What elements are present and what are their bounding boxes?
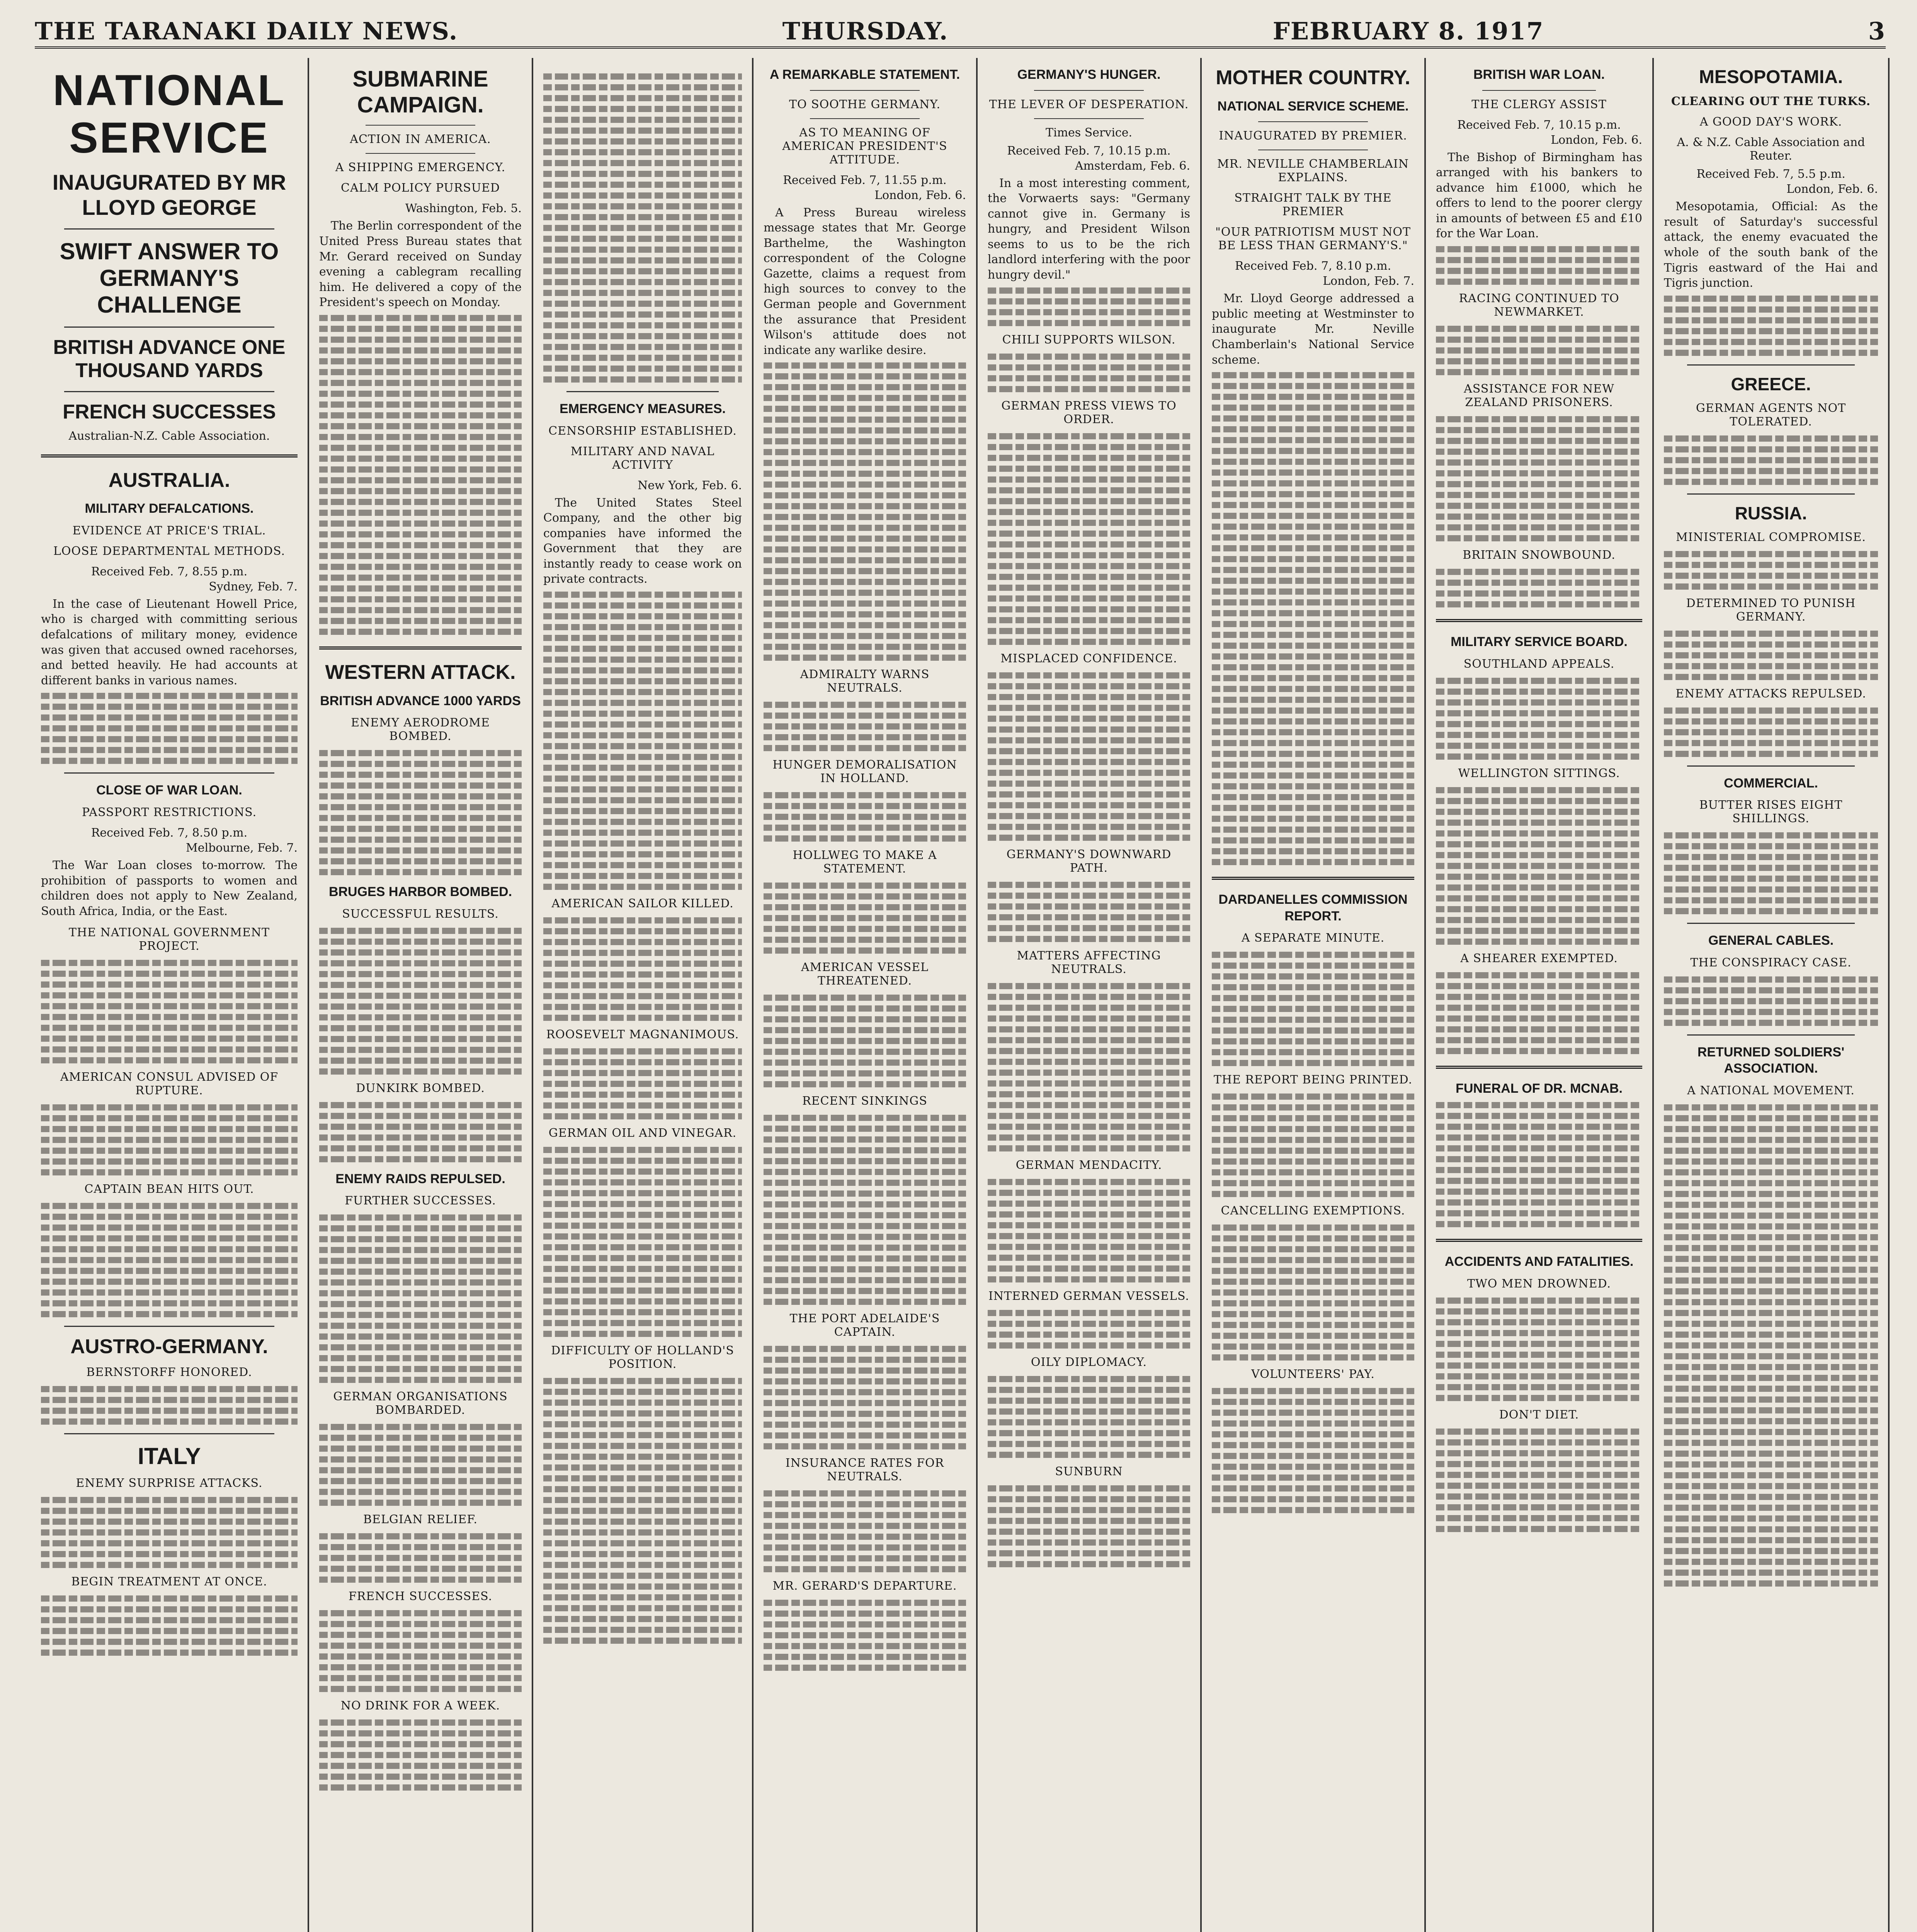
divider <box>1687 493 1855 495</box>
further-subhead: FURTHER SUCCESSES. <box>345 1194 496 1208</box>
article-text-block <box>1664 435 1878 485</box>
cable-credit: A. & N.Z. Cable Association and Reuter. <box>1677 136 1865 163</box>
turks-subhead: CLEARING OUT THE TURKS. <box>1671 95 1871 109</box>
drowned-subhead: TWO MEN DROWNED. <box>1467 1277 1611 1291</box>
column-6 <box>1202 58 1426 1932</box>
article-text-block <box>319 1424 522 1506</box>
accidents-heading: ACCIDENTS AND FATALITIES. <box>1444 1254 1634 1269</box>
greece-heading: GREECE. <box>1731 374 1811 394</box>
vessel-subhead: AMERICAN VESSEL THREATENED. <box>801 961 929 988</box>
article-text-block <box>988 983 1190 1151</box>
divider <box>319 646 522 650</box>
italy-heading: ITALY <box>138 1443 201 1469</box>
neutrals-subhead: MATTERS AFFECTING NEUTRALS. <box>1017 949 1161 976</box>
censorship-subhead: CENSORSHIP ESTABLISHED. <box>548 424 737 438</box>
article-text-block <box>543 1048 742 1119</box>
article-text-block <box>1436 569 1642 607</box>
downward-subhead: GERMANY'S DOWNWARD PATH. <box>1006 847 1172 875</box>
defalcations-heading: MILITARY DEFALCATIONS. <box>85 501 254 516</box>
divider <box>1482 90 1596 91</box>
article-text-block <box>319 750 522 875</box>
article-text-block <box>1436 246 1642 285</box>
paper-name: THE TARANAKI DAILY NEWS. <box>35 17 458 45</box>
misplaced-subhead: MISPLACED CONFIDENCE. <box>1000 651 1177 665</box>
article-text-block <box>988 672 1190 841</box>
received-line: Received Feb. 7, 8.55 p.m. <box>91 565 248 578</box>
article-text-block <box>1436 678 1642 760</box>
article-text-block <box>764 1600 966 1671</box>
column-1 <box>31 58 309 1932</box>
article-text-block <box>988 882 1190 942</box>
divider <box>366 153 475 154</box>
southland-subhead: SOUTHLAND APPEALS. <box>1463 657 1615 671</box>
holland-subhead: DIFFICULTY OF HOLLAND'S POSITION. <box>551 1344 734 1371</box>
divider <box>1436 1066 1642 1069</box>
conspiracy-subhead: THE CONSPIRACY CASE. <box>1690 956 1852 969</box>
article-text-block <box>319 1102 522 1162</box>
divider <box>64 327 274 328</box>
admiralty-subhead: ADMIRALTY WARNS NEUTRALS. <box>800 668 930 695</box>
dunkirk-subhead: DUNKIRK BOMBED. <box>356 1081 485 1095</box>
article-text-block <box>764 1115 966 1305</box>
divider <box>1687 364 1855 366</box>
roosevelt-subhead: ROOSEVELT MAGNANIMOUS. <box>546 1028 739 1042</box>
clergy-subhead: THE CLERGY ASSIST <box>1471 97 1607 111</box>
exemptions-subhead: CANCELLING EXEMPTIONS. <box>1221 1204 1405 1218</box>
dateline-place: Amsterdam, Feb. 6. <box>1075 159 1190 173</box>
article-text-block <box>988 1376 1190 1458</box>
press-views-subhead: GERMAN PRESS VIEWS TO ORDER. <box>1001 399 1177 426</box>
article-text-block <box>1664 707 1878 757</box>
column-4 <box>754 58 978 1932</box>
war-loan-heading: CLOSE OF WAR LOAN. <box>96 783 242 798</box>
article-text: Mr. Lloyd George addressed a public meeting at Westminster to inaugurate Mr. Neville Chamberlain's National Service scheme. <box>1212 292 1414 367</box>
article-text-block <box>1664 1104 1878 1587</box>
advert-text <box>988 1485 1190 1567</box>
french-subhead: FRENCH SUCCESSES. <box>348 1590 493 1604</box>
column-8 <box>1654 58 1890 1932</box>
article-text-block <box>319 315 522 635</box>
article-text-block <box>764 1490 966 1572</box>
column-2 <box>309 58 533 1932</box>
movement-subhead: A NATIONAL MOVEMENT. <box>1687 1083 1855 1097</box>
article-text: The Berlin correspondent of the United Press Bureau states that Mr. Gerard received on Sunday evening a cablegram recalling him. He delivered a copy of the President's speech on Monday. <box>319 219 522 310</box>
oily-subhead: OILY DIPLOMACY. <box>1031 1355 1147 1369</box>
insurance-subhead: INSURANCE RATES FOR NEUTRALS. <box>785 1456 944 1484</box>
article-text-block <box>1436 972 1642 1054</box>
aerodrome-subhead: ENEMY AERODROME BOMBED. <box>351 716 490 743</box>
hunger-holland-subhead: HUNGER DEMORALISATION IN HOLLAND. <box>772 758 957 786</box>
article-text: In the case of Lieutenant Howell Price, who is charged with committing serious defalcations of military money, evidence was given that accused owned racehorses, and betted heavily. He had accounts at different banks in various names. <box>41 597 298 687</box>
swift-answer-headline: SWIFT ANSWER TO GERMANY'S CHALLENGE <box>60 238 279 318</box>
divider <box>810 90 920 91</box>
article-text-block <box>543 1147 742 1337</box>
determined-subhead: DETERMINED TO PUNISH GERMANY. <box>1686 596 1856 624</box>
inaugurated-headline: INAUGURATED BY MR LLOYD GEORGE <box>52 170 286 219</box>
advert-text <box>1436 1429 1642 1532</box>
article-text-block <box>764 995 966 1087</box>
hunger-heading: GERMANY'S HUNGER. <box>1017 67 1161 82</box>
meaning-subhead: AS TO MEANING OF AMERICAN PRESIDENT'S ATTITUDE. <box>782 126 947 167</box>
article-text: The United States Steel Company, and the other big companies have informed the Government that they are instantly ready to cease work on private contracts. <box>543 496 742 586</box>
article-text-block <box>764 702 966 751</box>
volunteers-subhead: VOLUNTEERS' PAY. <box>1251 1367 1375 1381</box>
dateline-place: London, Feb. 6. <box>874 188 966 202</box>
article-text-block <box>41 1104 298 1175</box>
article-text-block <box>319 1610 522 1692</box>
article-text-block <box>1436 787 1642 945</box>
page-number: 3 <box>1868 17 1886 45</box>
dateline-place: New York, Feb. 6. <box>638 478 742 492</box>
article-text-block <box>319 1214 522 1383</box>
divider <box>1687 1034 1855 1036</box>
captain-subhead: THE PORT ADELAIDE'S CAPTAIN. <box>789 1312 940 1339</box>
divider <box>810 118 920 119</box>
scheme-heading: NATIONAL SERVICE SCHEME. <box>1217 99 1409 114</box>
masthead <box>35 15 1886 49</box>
article-text-block <box>988 433 1190 645</box>
premier-subhead: INAUGURATED BY PREMIER. <box>1219 129 1407 143</box>
article-text-block <box>41 1386 298 1425</box>
article-text-block <box>319 928 522 1075</box>
article-text: Mesopotamia, Official: As the result of Saturday's successful attack, the enemy evacuated the whole of the south bank of the Tigris eastward of the Hai and Tigris junction. <box>1664 200 1878 290</box>
oil-subhead: GERMAN OIL AND VINEGAR. <box>548 1126 737 1140</box>
remarkable-heading: A REMARKABLE STATEMENT. <box>769 67 960 82</box>
article-text-block <box>319 1533 522 1583</box>
service-credit: Times Service. <box>1045 126 1133 139</box>
divider <box>1034 90 1144 91</box>
article-text-block <box>41 1497 298 1568</box>
article-text: The Bishop of Birmingham has arranged with his bankers to advance him £1000, which he offers to lend to the poorer clergy in amounts of between £5 and £10 for the War Loan. <box>1436 150 1642 241</box>
divider <box>1258 121 1368 122</box>
surprise-subhead: ENEMY SURPRISE ATTACKS. <box>76 1476 263 1490</box>
received-line: Received Feb. 7, 5.5 p.m. <box>1696 167 1846 181</box>
article-text-block <box>1664 631 1878 680</box>
article-text-block <box>1212 1225 1414 1361</box>
patriotism-subhead: "OUR PATRIOTISM MUST NOT BE LESS THAN GERMANY'S." <box>1215 225 1411 253</box>
sailor-subhead: AMERICAN SAILOR KILLED. <box>551 897 734 911</box>
dateline-place: Washington, Feb. 5. <box>405 202 522 216</box>
austro-germany-heading: AUSTRO-GERMANY. <box>70 1335 268 1358</box>
article-text-block <box>543 592 742 890</box>
results-subhead: SUCCESSFUL RESULTS. <box>342 907 499 921</box>
divider <box>566 391 719 392</box>
article-text-block <box>1212 1388 1414 1513</box>
advert-heading: DON'T DIET. <box>1499 1408 1579 1422</box>
article-text-block <box>543 73 742 383</box>
divider <box>1212 877 1414 880</box>
divider <box>64 772 274 774</box>
butter-subhead: BUTTER RISES EIGHT SHILLINGS. <box>1699 798 1843 826</box>
divider <box>64 228 274 230</box>
dateline-place: London, Feb. 6. <box>1551 133 1642 147</box>
divider <box>1436 619 1642 622</box>
advance-heading: BRITISH ADVANCE 1000 YARDS <box>320 693 521 708</box>
consul-subhead: AMERICAN CONSUL ADVISED OF RUPTURE. <box>60 1070 279 1098</box>
article-text-block <box>1212 372 1414 865</box>
snowbound-subhead: BRITAIN SNOWBOUND. <box>1463 548 1616 562</box>
french-successes-headline: FRENCH SUCCESSES <box>63 400 276 423</box>
funeral-heading: FUNERAL OF DR. MCNAB. <box>1456 1081 1623 1096</box>
article-text-block <box>1436 1102 1642 1227</box>
article-text: A Press Bureau wireless message states that Mr. George Barthelme, the Washington correspondent of the Cologne Gazette, claims a request from high sources to convey to the German people and Government the assurance that President Wilson's attitude does not indicate any warlike desire. <box>764 206 966 357</box>
loose-subhead: LOOSE DEPARTMENTAL METHODS. <box>53 544 286 558</box>
divider <box>1436 1239 1642 1242</box>
column-7 <box>1426 58 1654 1932</box>
gerard-subhead: MR. GERARD'S DEPARTURE. <box>772 1579 957 1593</box>
masthead-day: THURSDAY. <box>782 17 949 45</box>
prisoners-subhead: ASSISTANCE FOR NEW ZEALAND PRISONERS. <box>1464 382 1614 410</box>
divider <box>366 125 475 126</box>
activity-subhead: MILITARY AND NAVAL ACTIVITY <box>570 444 715 472</box>
article-text-block <box>988 287 1190 326</box>
racing-subhead: RACING CONTINUED TO NEWMARKET. <box>1459 292 1619 319</box>
divider <box>1687 765 1855 767</box>
sinkings-subhead: RECENT SINKINGS <box>802 1094 927 1108</box>
evidence-subhead: EVIDENCE AT PRICE'S TRIAL. <box>72 524 266 537</box>
article-text-block <box>1664 976 1878 1026</box>
shearer-subhead: A SHEARER EXEMPTED. <box>1460 951 1618 965</box>
received-line: Received Feb. 7, 8.50 p.m. <box>91 826 248 840</box>
emergency-heading: EMERGENCY MEASURES. <box>559 401 726 416</box>
cables-heading: GENERAL CABLES. <box>1708 933 1834 948</box>
article-text-block <box>1436 416 1642 541</box>
article-text-block <box>988 1310 1190 1349</box>
article-text-block <box>764 792 966 842</box>
dateline-place: Melbourne, Feb. 7. <box>186 841 298 855</box>
dateline-place: London, Feb. 6. <box>1786 182 1878 196</box>
article-text-block <box>988 354 1190 392</box>
msb-heading: MILITARY SERVICE BOARD. <box>1451 634 1628 650</box>
article-text-block <box>1436 1298 1642 1401</box>
divider <box>1687 923 1855 924</box>
mesopotamia-headline: MESOPOTAMIA. <box>1699 67 1843 87</box>
article-text-block <box>1664 551 1878 590</box>
returned-heading: RETURNED SOLDIERS' ASSOCIATION. <box>1697 1044 1845 1076</box>
wellington-subhead: WELLINGTON SITTINGS. <box>1458 766 1620 780</box>
british-advance-headline: BRITISH ADVANCE ONE THOUSAND YARDS <box>53 336 286 382</box>
article-text-block <box>988 1179 1190 1282</box>
received-line: Received Feb. 7, 8.10 p.m. <box>1235 259 1391 273</box>
article-text-block <box>1664 296 1878 356</box>
article-text-block <box>543 1378 742 1644</box>
soothe-subhead: TO SOOTHE GERMANY. <box>789 97 941 111</box>
printed-subhead: THE REPORT BEING PRINTED. <box>1213 1073 1413 1087</box>
article-text-block <box>1436 326 1642 375</box>
compromise-subhead: MINISTERIAL COMPROMISE. <box>1676 530 1866 544</box>
received-line: Received Feb. 7, 10.15 p.m. <box>1007 144 1171 158</box>
cable-credit: Australian-N.Z. Cable Association. <box>68 429 270 443</box>
mother-country-headline: MOTHER COUNTRY. <box>1216 66 1410 89</box>
dardanelles-heading: DARDANELLES COMMISSION REPORT. <box>1218 892 1408 923</box>
commercial-heading: COMMERCIAL. <box>1724 776 1818 791</box>
shipping-subhead: A SHIPPING EMERGENCY. <box>335 161 506 175</box>
passport-subhead: PASSPORT RESTRICTIONS. <box>82 805 257 819</box>
government-project-subhead: THE NATIONAL GOVERNMENT PROJECT. <box>68 926 270 953</box>
masthead-date: FEBRUARY 8. 1917 <box>1272 17 1544 45</box>
dateline-place: Sydney, Feb. 7. <box>209 580 298 594</box>
article-text: The War Loan closes to-morrow. The prohibition of passports to women and children does not apply to New Zealand, South Africa, India, or the East. <box>41 858 298 918</box>
good-day-subhead: A GOOD DAY'S WORK. <box>1699 115 1842 129</box>
article-text-block <box>543 917 742 1021</box>
divider <box>64 391 274 392</box>
column-5 <box>978 58 1202 1932</box>
article-text-block <box>764 1346 966 1449</box>
divider <box>1034 118 1144 119</box>
article-text-block <box>1664 832 1878 914</box>
divider <box>41 454 298 457</box>
article-text-block <box>1212 952 1414 1066</box>
chili-subhead: CHILI SUPPORTS WILSON. <box>1002 333 1176 347</box>
advert-text <box>319 1719 522 1791</box>
organisations-subhead: GERMAN ORGANISATIONS BOMBARDED. <box>333 1390 508 1417</box>
lever-subhead: THE LEVER OF DESPERATION. <box>989 97 1189 111</box>
western-attack-heading: WESTERN ATTACK. <box>325 661 516 684</box>
advert-heading: BEGIN TREATMENT AT ONCE. <box>71 1575 267 1589</box>
article-text-block <box>764 362 966 661</box>
raids-heading: ENEMY RAIDS REPULSED. <box>335 1171 505 1186</box>
interned-subhead: INTERNED GERMAN VESSELS. <box>988 1289 1189 1303</box>
national-service-headline: NATIONAL SERVICE <box>53 66 286 162</box>
mendacity-subhead: GERMAN MENDACITY. <box>1015 1158 1162 1172</box>
minute-subhead: A SEPARATE MINUTE. <box>1241 931 1385 945</box>
bruges-heading: BRUGES HARBOR BOMBED. <box>328 884 512 900</box>
calm-subhead: CALM POLICY PURSUED <box>341 181 500 195</box>
divider <box>64 1326 274 1327</box>
divider <box>64 1433 274 1434</box>
bernstorff-subhead: BERNSTORFF HONORED. <box>86 1366 252 1379</box>
russia-heading: RUSSIA. <box>1735 503 1807 523</box>
repulsed-subhead: ENEMY ATTACKS REPULSED. <box>1675 687 1866 701</box>
received-line: Received Feb. 7, 11.55 p.m. <box>783 173 947 187</box>
received-line: Received Feb. 7, 10.15 p.m. <box>1457 118 1621 132</box>
dateline-place: London, Feb. 7. <box>1323 274 1414 288</box>
article-text-block <box>41 693 298 764</box>
straight-talk-subhead: STRAIGHT TALK BY THE PREMIER <box>1234 191 1392 219</box>
war-loan-heading: BRITISH WAR LOAN. <box>1473 67 1605 82</box>
article-text-block <box>41 960 298 1063</box>
advert-heading: SUNBURN <box>1055 1464 1123 1478</box>
hollweg-subhead: HOLLWEG TO MAKE A STATEMENT. <box>793 849 937 876</box>
captain-bean-subhead: CAPTAIN BEAN HITS OUT. <box>84 1182 254 1196</box>
advert-text <box>41 1595 298 1656</box>
advert-heading: NO DRINK FOR A WEEK. <box>340 1699 500 1713</box>
article-text-block <box>1212 1094 1414 1197</box>
article-text-block <box>41 1203 298 1317</box>
chamberlain-subhead: MR. NEVILLE CHAMBERLAIN EXPLAINS. <box>1217 157 1409 185</box>
action-subhead: ACTION IN AMERICA. <box>350 133 491 146</box>
australia-heading: AUSTRALIA. <box>108 469 230 492</box>
column-3 <box>533 58 754 1932</box>
article-text-block <box>764 883 966 954</box>
article-text: In a most interesting comment, the Vorwaerts says: "Germany cannot give in. Germany is hungry, and President Wilson seems to us to be the rich landlord interfering with the poor hungry devil." <box>988 176 1190 282</box>
submarine-headline: SUBMARINE CAMPAIGN. <box>352 66 488 117</box>
belgian-subhead: BELGIAN RELIEF. <box>363 1513 478 1527</box>
agents-subhead: GERMAN AGENTS NOT TOLERATED. <box>1696 401 1846 429</box>
